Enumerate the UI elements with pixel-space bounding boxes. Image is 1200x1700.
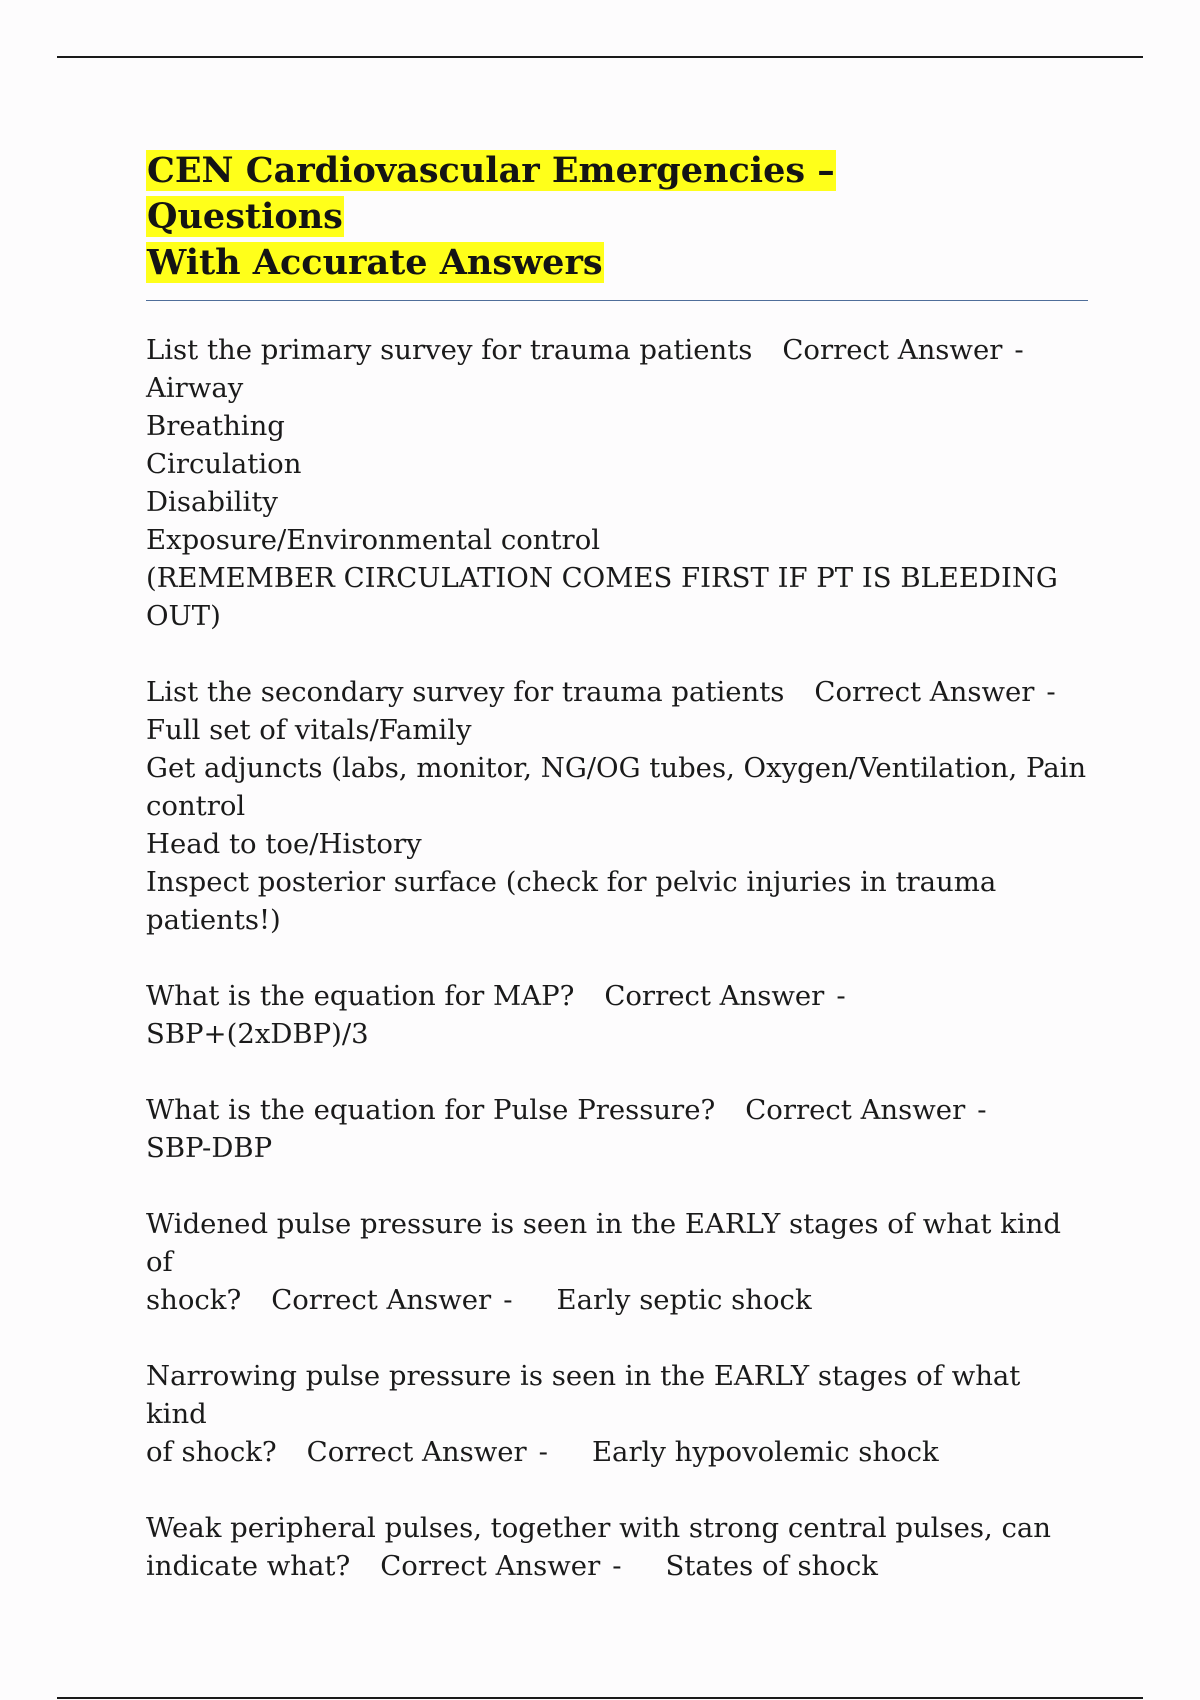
- qa-item-narrowing-pulse-pressure: [146, 1357, 1088, 1471]
- answer-separator: -: [1046, 676, 1056, 708]
- answer-label: Correct Answer: [380, 1550, 601, 1582]
- title-highlight: CEN Cardiovascular Emergencies – Questions With Accurate Answers: [147, 150, 835, 283]
- document-body: [146, 148, 1088, 1623]
- answer-line: Exposure/Environmental control: [146, 524, 601, 556]
- question-answer-line: [146, 1281, 1088, 1319]
- answer-line: Head to toe/History: [146, 828, 422, 860]
- answer-separator: -: [1014, 334, 1024, 366]
- qa-item-widened-pulse-pressure: [146, 1205, 1088, 1319]
- qa-item-secondary-survey: [146, 673, 1088, 939]
- answer-text: States of shock: [665, 1550, 878, 1582]
- qa-list: [146, 331, 1088, 1585]
- question-text: Widened pulse pressure is seen in the EARLY stages of what kind of: [146, 1208, 1061, 1278]
- answer-text: Early hypovolemic shock: [591, 1436, 939, 1468]
- question-text: List the primary survey for trauma patients: [146, 334, 753, 366]
- question-text: Weak peripheral pulses, together with strong central pulses, can: [146, 1512, 1051, 1544]
- answer-separator: -: [538, 1436, 548, 1468]
- answer-line: Get adjuncts (labs, monitor, NG/OG tubes, Oxygen/Ventilation, Pain: [146, 752, 1087, 784]
- answer-line: patients!): [146, 904, 281, 936]
- answer-line: Full set of vitals/Family: [146, 714, 472, 746]
- answer-label: Correct Answer: [604, 980, 825, 1012]
- answer-line: Airway: [146, 372, 244, 404]
- question-text: shock?: [146, 1284, 242, 1316]
- question-text: What is the equation for Pulse Pressure?: [146, 1094, 716, 1126]
- answer-line: SBP+(2xDBP)/3: [146, 1018, 369, 1050]
- answer-label: Correct Answer: [306, 1436, 527, 1468]
- answer-label: Correct Answer: [814, 676, 1035, 708]
- answer-line: Circulation: [146, 448, 302, 480]
- answer-line: Breathing: [146, 410, 285, 442]
- answer-separator: -: [977, 1094, 987, 1126]
- question-answer-line: [146, 1433, 1088, 1471]
- question-line: [146, 977, 1088, 1015]
- question-line: [146, 1091, 1088, 1129]
- page-top-rule: [57, 56, 1143, 58]
- question-line: [146, 331, 1088, 369]
- answer-line: control: [146, 790, 246, 822]
- qa-item-pulse-pressure-equation: [146, 1091, 1088, 1167]
- qa-item-primary-survey: [146, 331, 1088, 635]
- title-underline-rule: [146, 300, 1088, 301]
- answer-separator: -: [612, 1550, 622, 1582]
- question-text: indicate what?: [146, 1550, 351, 1582]
- answer-separator: -: [836, 980, 846, 1012]
- answer-text: Early septic shock: [556, 1284, 812, 1316]
- page-bottom-rule: [57, 1697, 1143, 1699]
- question-text: What is the equation for MAP?: [146, 980, 575, 1012]
- answer-label: Correct Answer: [271, 1284, 492, 1316]
- answer-separator: -: [503, 1284, 513, 1316]
- answer-line: (REMEMBER CIRCULATION COMES FIRST IF PT IS BLEEDING OUT): [146, 562, 1058, 632]
- question-text: List the secondary survey for trauma patients: [146, 676, 785, 708]
- qa-item-map-equation: [146, 977, 1088, 1053]
- answer-line: SBP-DBP: [146, 1132, 273, 1164]
- answer-line: Inspect posterior surface (check for pelvic injuries in trauma: [146, 866, 997, 898]
- answer-label: Correct Answer: [782, 334, 1003, 366]
- qa-item-weak-peripheral-pulses: [146, 1509, 1088, 1585]
- question-text: of shock?: [146, 1436, 277, 1468]
- question-text: Narrowing pulse pressure is seen in the EARLY stages of what kind: [146, 1360, 1021, 1430]
- document-title: [146, 148, 1026, 286]
- answer-line: Disability: [146, 486, 278, 518]
- answer-label: Correct Answer: [745, 1094, 966, 1126]
- question-answer-line: [146, 1547, 1088, 1585]
- question-line: [146, 673, 1088, 711]
